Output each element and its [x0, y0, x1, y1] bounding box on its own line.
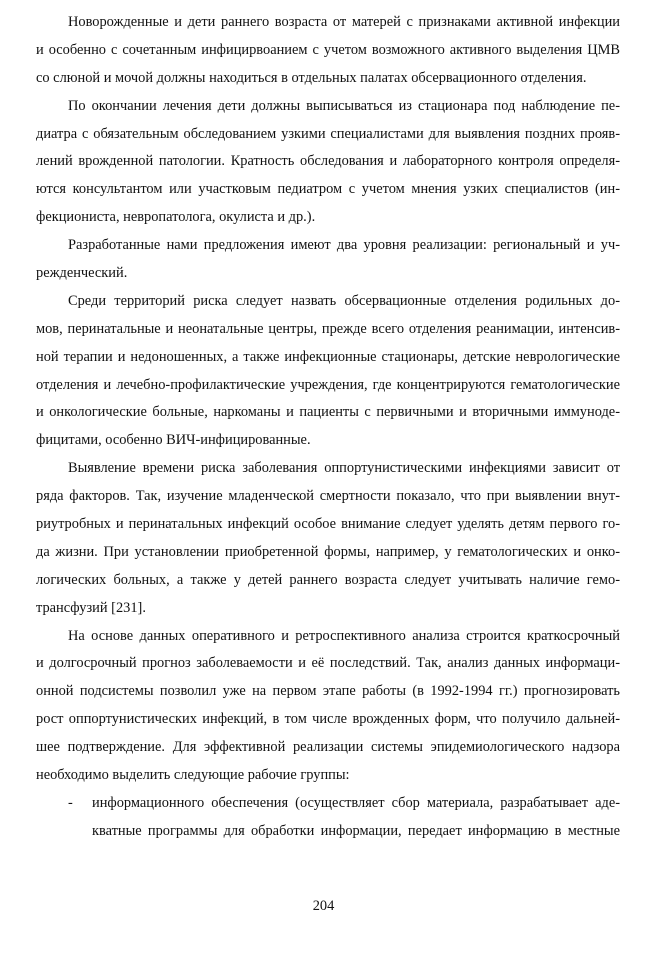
- text-line: информационного обеспечения (осуществляет сбор материала, разрабатывает аде-: [92, 794, 620, 811]
- text-line: Разработанные нами предложения имеют два уровня реализации: региональный и уч-: [68, 237, 620, 254]
- list-bullet: -: [68, 794, 73, 811]
- text-line: На основе данных оперативного и ретроспективного анализа строится краткосрочный: [68, 627, 620, 644]
- text-line: Новорожденные и дети раннего возраста от матерей с признаками активной инфекции: [68, 14, 620, 30]
- text-line: По окончании лечения дети должны выписываться из стационара под наблюдение пе-: [68, 97, 620, 114]
- text-line: да жизни. При установлении приобретенной формы, например, у гематологических и онко-: [36, 543, 620, 560]
- paragraph-4: [36, 288, 620, 455]
- text-line: фицитами, особенно ВИЧ-инфицированные.: [36, 432, 311, 449]
- text-line: ряда факторов. Так, изучение младенческой смертности показало, что при выявлении внут-: [36, 488, 620, 505]
- text-line: ются консультантом или участковым педиатром с учетом мнения узких специалистов (ин-: [36, 181, 620, 198]
- text-line: отделения и лечебно-профилактические учреждения, где концентрируются гематологические: [36, 376, 620, 393]
- text-line: логических больных, а также у детей раннего возраста следует учитывать наличие гемо-: [36, 571, 620, 588]
- paragraph-1: [36, 9, 620, 93]
- paragraph-3: [36, 232, 620, 288]
- text-line: лений врожденной патологии. Кратность обследования и лабораторного контроля определя-: [36, 153, 620, 170]
- text-line: ной терапии и недоношенных, а также инфекционные стационары, детские неврологические: [36, 348, 620, 365]
- text-line: риутробных и перинатальных инфекций особое внимание следует уделять детям первого го-: [36, 516, 620, 533]
- text-line: фекциониста, невропатолога, окулиста и др.).: [36, 209, 316, 226]
- paragraph-2: [36, 93, 620, 232]
- text-line: рост оппортунистических инфекций, в том числе врожденных форм, что получило дальней-: [36, 711, 620, 728]
- paragraph-6: [36, 623, 620, 790]
- text-line: кватные программы для обработки информации, передает информацию в местные: [92, 822, 620, 839]
- text-line: и онкологические больные, наркоманы и пациенты с первичными и вторичными иммуноде-: [36, 404, 620, 421]
- text-line: трансфузий [231].: [36, 599, 146, 616]
- text-line: со слюной и мочой должны находиться в отдельных палатах обсервационного отделения.: [36, 69, 587, 86]
- text-line: и особенно с сочетанным инфицирвоанием с учетом возможного активного выделения ЦМВ: [36, 41, 620, 58]
- text-line: Среди территорий риска следует назвать обсервационные отделения родильных до-: [68, 292, 620, 309]
- text-line: режденческий.: [36, 265, 128, 282]
- text-line: шее подтверждение. Для эффективной реализации системы эпидемиологического надзора: [36, 739, 620, 756]
- text-line: онной подсистемы позволил уже на первом этапе работы (в 1992-1994 гг.) прогнозировать: [36, 683, 620, 700]
- text-line: диатра с обязательным обследованием узкими специалистами для выявления поздних прояв-: [36, 125, 620, 142]
- text-line: мов, перинатальные и неонатальные центры, прежде всего отделения реанимации, интенсив-: [36, 320, 620, 337]
- text-line: Выявление времени риска заболевания оппортунистическими инфекциями зависит от: [68, 460, 620, 477]
- page-number: 204: [312, 898, 335, 914]
- paragraph-5: [36, 455, 620, 622]
- text-line: и долгосрочный прогноз заболеваемости и её последствий. Так, анализ данных информаци-: [36, 655, 620, 672]
- document-page: [36, 9, 620, 846]
- list-item: [36, 790, 620, 846]
- text-line: необходимо выделить следующие рабочие группы:: [36, 767, 350, 784]
